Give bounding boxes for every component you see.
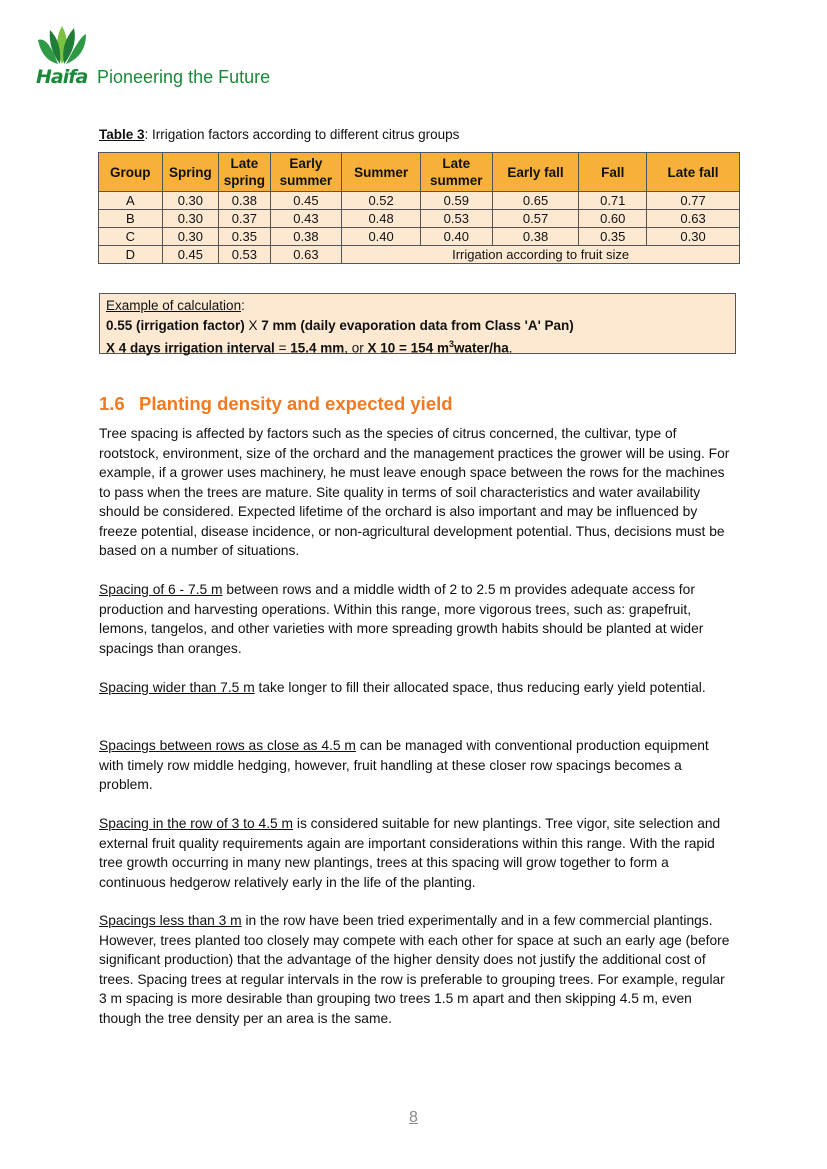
calc-result-mm: 15.4 mm: [290, 340, 345, 356]
table-cell: 0.45: [162, 246, 219, 264]
table-cell: 0.48: [342, 210, 421, 228]
table-cell: 0.71: [579, 192, 647, 210]
table-cell: 0.45: [270, 192, 342, 210]
table-caption: [99, 127, 459, 142]
table-ref: Table 3: [99, 127, 145, 142]
column-header: Late summer: [420, 153, 492, 192]
calc-title: Example of calculation: [106, 298, 242, 313]
paragraph-spacing-in-row: [99, 814, 735, 892]
paragraph-lead: Spacing of 6 - 7.5 m: [99, 582, 223, 597]
table-cell: 0.40: [342, 228, 421, 246]
table-cell: A: [99, 192, 163, 210]
calc-or: , or: [344, 340, 368, 356]
calc-result-volume: X 10 = 154 m: [367, 340, 449, 356]
table-caption-text: : Irrigation factors according to different citrus groups: [144, 127, 460, 142]
paragraph-lead: Spacing wider than 7.5 m: [99, 680, 255, 695]
section-heading: [99, 393, 453, 415]
table-cell: 0.35: [219, 228, 270, 246]
leaf-logo-icon: [36, 26, 88, 66]
column-header: Summer: [342, 153, 421, 192]
calc-interval: X 4 days irrigation interval: [106, 340, 275, 356]
column-header: Group: [99, 153, 163, 192]
calc-line-3: [106, 335, 735, 358]
table-cell: 0.57: [492, 210, 579, 228]
paragraph-spacing-wider: [99, 678, 735, 698]
table-cell: 0.38: [492, 228, 579, 246]
table-cell: 0.35: [579, 228, 647, 246]
column-header: Early summer: [270, 153, 342, 192]
paragraph-body: between rows and a middle width of 2 to 2.5 m provides adequate access for production and harvesting operations. Within this range, more vigorous trees, such as: grapefruit, lemons, tangelos, and other varieties with more spreading growth habits should be planted at wider spacings than oranges.: [99, 582, 704, 656]
table-cell: D: [99, 246, 163, 264]
paragraph-body: can be managed with conventional production equipment with timely row middle hedging, however, fruit handling at these closer row spacings becomes a problem.: [99, 738, 709, 792]
tagline: Pioneering the Future: [97, 67, 271, 87]
table-cell: C: [99, 228, 163, 246]
paragraph-body: is considered suitable for new plantings. Tree vigor, site selection and external fruit quality requirements again are important considerations within this range. With the rapid tree growth occurring in many new plantings, trees at this spacing will grow together to form a continuous hedgerow relatively early in the life of the planting.: [99, 816, 721, 890]
table-cell: 0.52: [342, 192, 421, 210]
page-number: 8: [409, 1109, 418, 1126]
table-row: [99, 210, 740, 228]
paragraph-spacing-close: [99, 736, 735, 795]
column-header: Spring: [162, 153, 219, 192]
calc-title-colon: :: [241, 298, 245, 313]
table-cell: 0.30: [647, 228, 740, 246]
table-cell: 0.63: [647, 210, 740, 228]
section-number: 1.6: [99, 393, 125, 414]
irrigation-factors-table: [98, 152, 740, 264]
paragraph-spacing-less: [99, 911, 735, 1028]
table-row: [99, 246, 740, 264]
table-cell: 0.40: [420, 228, 492, 246]
calc-title-line: [106, 296, 735, 316]
table-cell: 0.63: [270, 246, 342, 264]
table-cell: 0.37: [219, 210, 270, 228]
table-row: [99, 228, 740, 246]
calculation-example-box: [99, 293, 736, 354]
calc-period: .: [508, 340, 513, 356]
table-cell: 0.38: [219, 192, 270, 210]
table-cell: 0.60: [579, 210, 647, 228]
paragraph-lead: Spacing in the row of 3 to 4.5 m: [99, 816, 294, 831]
paragraph-spacing-6-7: [99, 580, 735, 658]
calc-equals: =: [274, 340, 291, 356]
column-header: Early fall: [492, 153, 579, 192]
table-cell: 0.43: [270, 210, 342, 228]
table-cell: 0.77: [647, 192, 740, 210]
paragraph-body: in the row have been tried experimentally and in a few commercial plantings. However, trees planted too closely may compete with each other for space at such an early age (before significant production) that the advantage of the higher density does not justify the additional cost of trees. Spacing trees at regular intervals in the row is preferable to grouping trees. For example, regular 3 m spacing is more desirable than grouping two trees 1.5 m apart and then skipping 4.5 m, even though the tree density per an area is the same.: [99, 913, 730, 1026]
paragraph-tree-spacing: Tree spacing is affected by factors such as the species of citrus concerned, the cultivar, type of rootstock, environment, size of the orchard and the management practices the grower will be using. For example, if a grower uses machinery, he must leave enough space between the rows for the machines to pass when the trees are mature. Site quality in terms of soil characteristics and water availability should be considered. Expected lifetime of the orchard is also important and may be influenced by freeze potential, disease incidence, or non-agricultural development potential. Thus, decisions must be based on a number of situations.: [99, 426, 730, 558]
table-cell: B: [99, 210, 163, 228]
table-header-row: [99, 153, 740, 192]
table-cell: 0.30: [162, 228, 219, 246]
paragraph-body: take longer to fill their allocated space, thus reducing early yield potential.: [254, 680, 706, 695]
calc-factor: 0.55 (irrigation factor): [106, 317, 245, 333]
table-cell: 0.53: [219, 246, 270, 264]
table-cell: 0.53: [420, 210, 492, 228]
calc-superscript: 3: [448, 339, 454, 349]
column-header: Fall: [579, 153, 647, 192]
calc-evaporation: 7 mm (daily evaporation data from Class 'A' Pan): [261, 317, 574, 333]
brand-logo-text: Haifa: [36, 66, 88, 88]
column-header: Late spring: [219, 153, 270, 192]
paragraph-lead: Spacings less than 3 m: [99, 913, 242, 928]
table-cell: 0.65: [492, 192, 579, 210]
table-cell: 0.59: [420, 192, 492, 210]
calc-unit: water/ha: [453, 340, 509, 356]
calc-line-2: [106, 316, 735, 336]
header: [36, 26, 336, 96]
paragraph-lead: Spacings between rows as close as 4.5 m: [99, 738, 356, 753]
calc-times: X: [244, 317, 262, 333]
table-cell-note: Irrigation according to fruit size: [342, 246, 740, 264]
column-header: Late fall: [647, 153, 740, 192]
section-title: Planting density and expected yield: [139, 393, 453, 414]
table-cell: 0.38: [270, 228, 342, 246]
table-cell: 0.30: [162, 210, 219, 228]
table-row: [99, 192, 740, 210]
table-cell: 0.30: [162, 192, 219, 210]
